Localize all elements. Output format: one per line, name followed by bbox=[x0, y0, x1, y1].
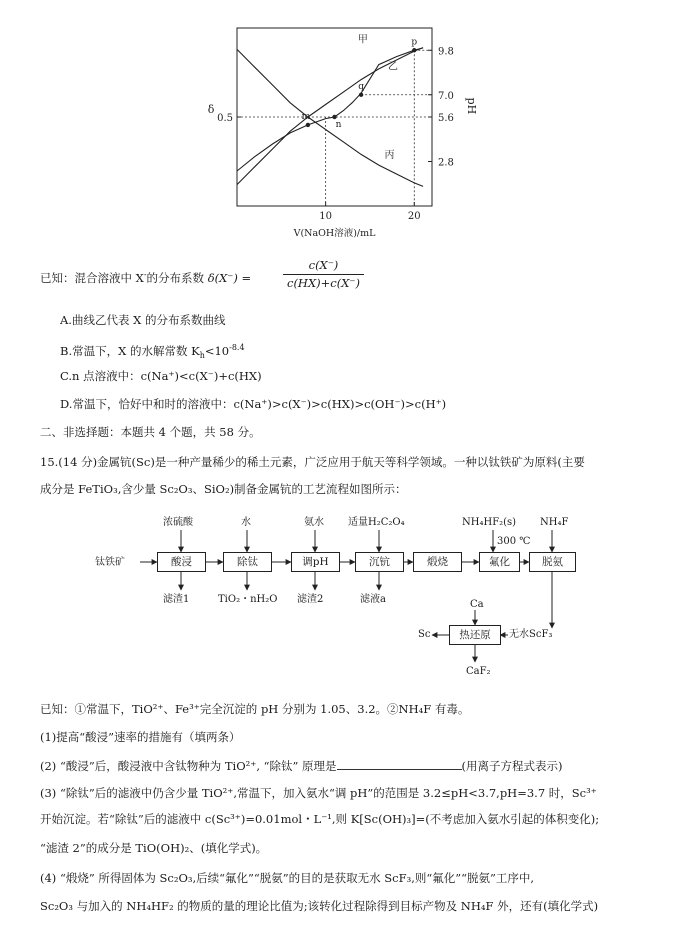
box-precip-sc: 沉钪 bbox=[355, 552, 404, 572]
right-axis-label: pH bbox=[465, 97, 478, 115]
box-acid-leach: 酸浸 bbox=[157, 552, 206, 572]
x-axis-label: V(NaOH溶液)/mL bbox=[293, 228, 376, 239]
question-1: (1)提高“酸浸”速率的措施有（填两条） bbox=[40, 730, 241, 744]
reagent-ammonia: 氨水 bbox=[304, 517, 324, 528]
question-2 bbox=[40, 759, 563, 773]
point-label-n: n bbox=[335, 120, 342, 130]
question-2-a: (2) “酸浸”后，酸浸液中含钛物种为 TiO²⁺, “除钛” 原理是 bbox=[40, 759, 337, 773]
output-residue2: 滤渣2 bbox=[297, 594, 324, 605]
titration-chart bbox=[190, 20, 480, 245]
fraction bbox=[283, 258, 364, 290]
option-d: D.常温下，恰好中和时的溶液中：c(Na⁺)>c(X⁻)>c(HX)>c(OH⁻)>c(H⁺) bbox=[60, 397, 447, 411]
left-axis-label: δ bbox=[207, 103, 215, 116]
reagent-oxalic: 适量H₂C₂O₄ bbox=[348, 517, 405, 528]
right-tick-label-2.8: 2.8 bbox=[438, 157, 454, 169]
output-filtrate-a: 滤液a bbox=[360, 594, 386, 605]
box-thermal-reduce: 热还原 bbox=[449, 625, 501, 645]
point-label-m: m bbox=[301, 111, 311, 122]
left-tick-label: 0.5 bbox=[217, 113, 233, 124]
box-fluorinate: 氟化 bbox=[479, 552, 520, 572]
box-adjust-ph: 调pH bbox=[291, 552, 340, 572]
point-p bbox=[412, 48, 416, 52]
reagent-ca: Ca bbox=[470, 599, 484, 610]
series-label-jia: 甲 bbox=[357, 34, 368, 46]
option-b-tail: <10 bbox=[204, 343, 230, 358]
product-sc: Sc bbox=[418, 629, 431, 640]
q15-line1: 15.(14 分)金属钪(Sc)是一种产量稀少的稀土元素，广泛应用于航天等科学领域。一种以钛铁矿为原料(主要 bbox=[40, 455, 585, 469]
point-label-q: q bbox=[358, 81, 364, 92]
box-calcine: 煅烧 bbox=[413, 552, 462, 572]
option-b-sub: h bbox=[199, 351, 205, 361]
output-residue1: 滤渣1 bbox=[163, 594, 190, 605]
option-b bbox=[60, 341, 245, 363]
box-remove-ti: 除钛 bbox=[223, 552, 272, 572]
question-3-line3: “滤渣 2”的成分是 TiO(OH)₂、(填化学式)。 bbox=[40, 841, 268, 855]
answer-blank[interactable] bbox=[337, 759, 462, 770]
x-tick-label-10: 10 bbox=[319, 211, 333, 222]
point-q bbox=[359, 93, 363, 97]
section-2-heading: 二、非选择题：本题共 4 个题，共 58 分。 bbox=[40, 425, 261, 439]
output-tio2: TiO₂・nH₂O bbox=[218, 594, 278, 605]
anhydrous-scf3: 无水ScF₃ bbox=[509, 629, 553, 640]
product-caf2: CaF₂ bbox=[466, 666, 491, 677]
right-tick-label-9.8: 9.8 bbox=[438, 46, 454, 58]
known-formula: 已知：混合溶液中 X-的分布系数 δ(X⁻) = bbox=[40, 270, 252, 285]
box-deammonia: 脱氨 bbox=[529, 552, 576, 572]
option-a: A.曲线乙代表 X 的分布系数曲线 bbox=[60, 313, 226, 327]
question-4-line1: (4) “煅烧” 所得固体为 Sc₂O₃,后续“氟化”“脱氨”的目的是获取无水 ScF₃,则“氟化”“脱氨”工序中, bbox=[40, 871, 535, 885]
reagent-conc-h2so4: 浓硫酸 bbox=[163, 517, 193, 528]
right-tick-label-5.6: 5.6 bbox=[438, 113, 454, 124]
known-mid: 的分布系数 bbox=[146, 270, 205, 285]
x-tick-label-20: 20 bbox=[407, 211, 421, 222]
q15-line2: 成分是 FeTiO₃,含少量 Sc₂O₃、SiO₂)制备金属钪的工艺流程如图所示： bbox=[40, 482, 407, 496]
reagent-nh4f: NH₄F bbox=[540, 517, 569, 528]
question-2-b: (用离子方程式表示) bbox=[461, 759, 563, 773]
fraction-numerator: c(X⁻) bbox=[308, 258, 339, 272]
question-3-line1: (3) “除钛”后的滤液中仍含少量 TiO²⁺,常温下，加入氨水“调 pH”的范围是 3.2≤pH<3.7,pH=3.7 时，Sc³⁺ bbox=[40, 786, 597, 800]
option-c: C.n 点溶液中：c(Na⁺)<c(X⁻)+c(HX) bbox=[60, 369, 262, 383]
temp-label: 300 ℃ bbox=[497, 536, 531, 547]
fraction-denominator: c(HX)+c(X⁻) bbox=[283, 274, 364, 290]
known-prefix: 已知：混合溶液中 X bbox=[40, 270, 144, 285]
flow-start: 钛铁矿 bbox=[95, 557, 125, 568]
known-2: 已知：①常温下，TiO²⁺、Fe³⁺完全沉淀的 pH 分别为 1.05、3.2。②NH₄F 有毒。 bbox=[40, 702, 470, 716]
series-label-yi: 乙 bbox=[388, 61, 398, 73]
right-tick-label-7.0: 7.0 bbox=[438, 90, 454, 102]
question-3-line2: 开始沉淀。若“除钛”后的滤液中 c(Sc³⁺)=0.01mol・L⁻¹,则 K[Sc(OH)₃]=(不考虑加入氨水引起的体积变化); bbox=[40, 812, 600, 826]
reagent-water: 水 bbox=[241, 517, 251, 528]
option-b-sup: -8.4 bbox=[229, 343, 245, 352]
point-label-p: p bbox=[411, 37, 418, 48]
question-4-line2: Sc₂O₃ 与加入的 NH₄HF₂ 的物质的量的理论比值为;该转化过程除得到目标产物及 NH₄F 外，还有(填化学式) bbox=[40, 899, 599, 913]
reagent-nh4hf2: NH₄HF₂(s) bbox=[462, 517, 517, 528]
series-label-bing: 丙 bbox=[384, 149, 395, 161]
point-m bbox=[306, 123, 310, 127]
option-b-text: B.常温下，X 的水解常数 K bbox=[60, 343, 200, 358]
point-n bbox=[332, 115, 336, 119]
